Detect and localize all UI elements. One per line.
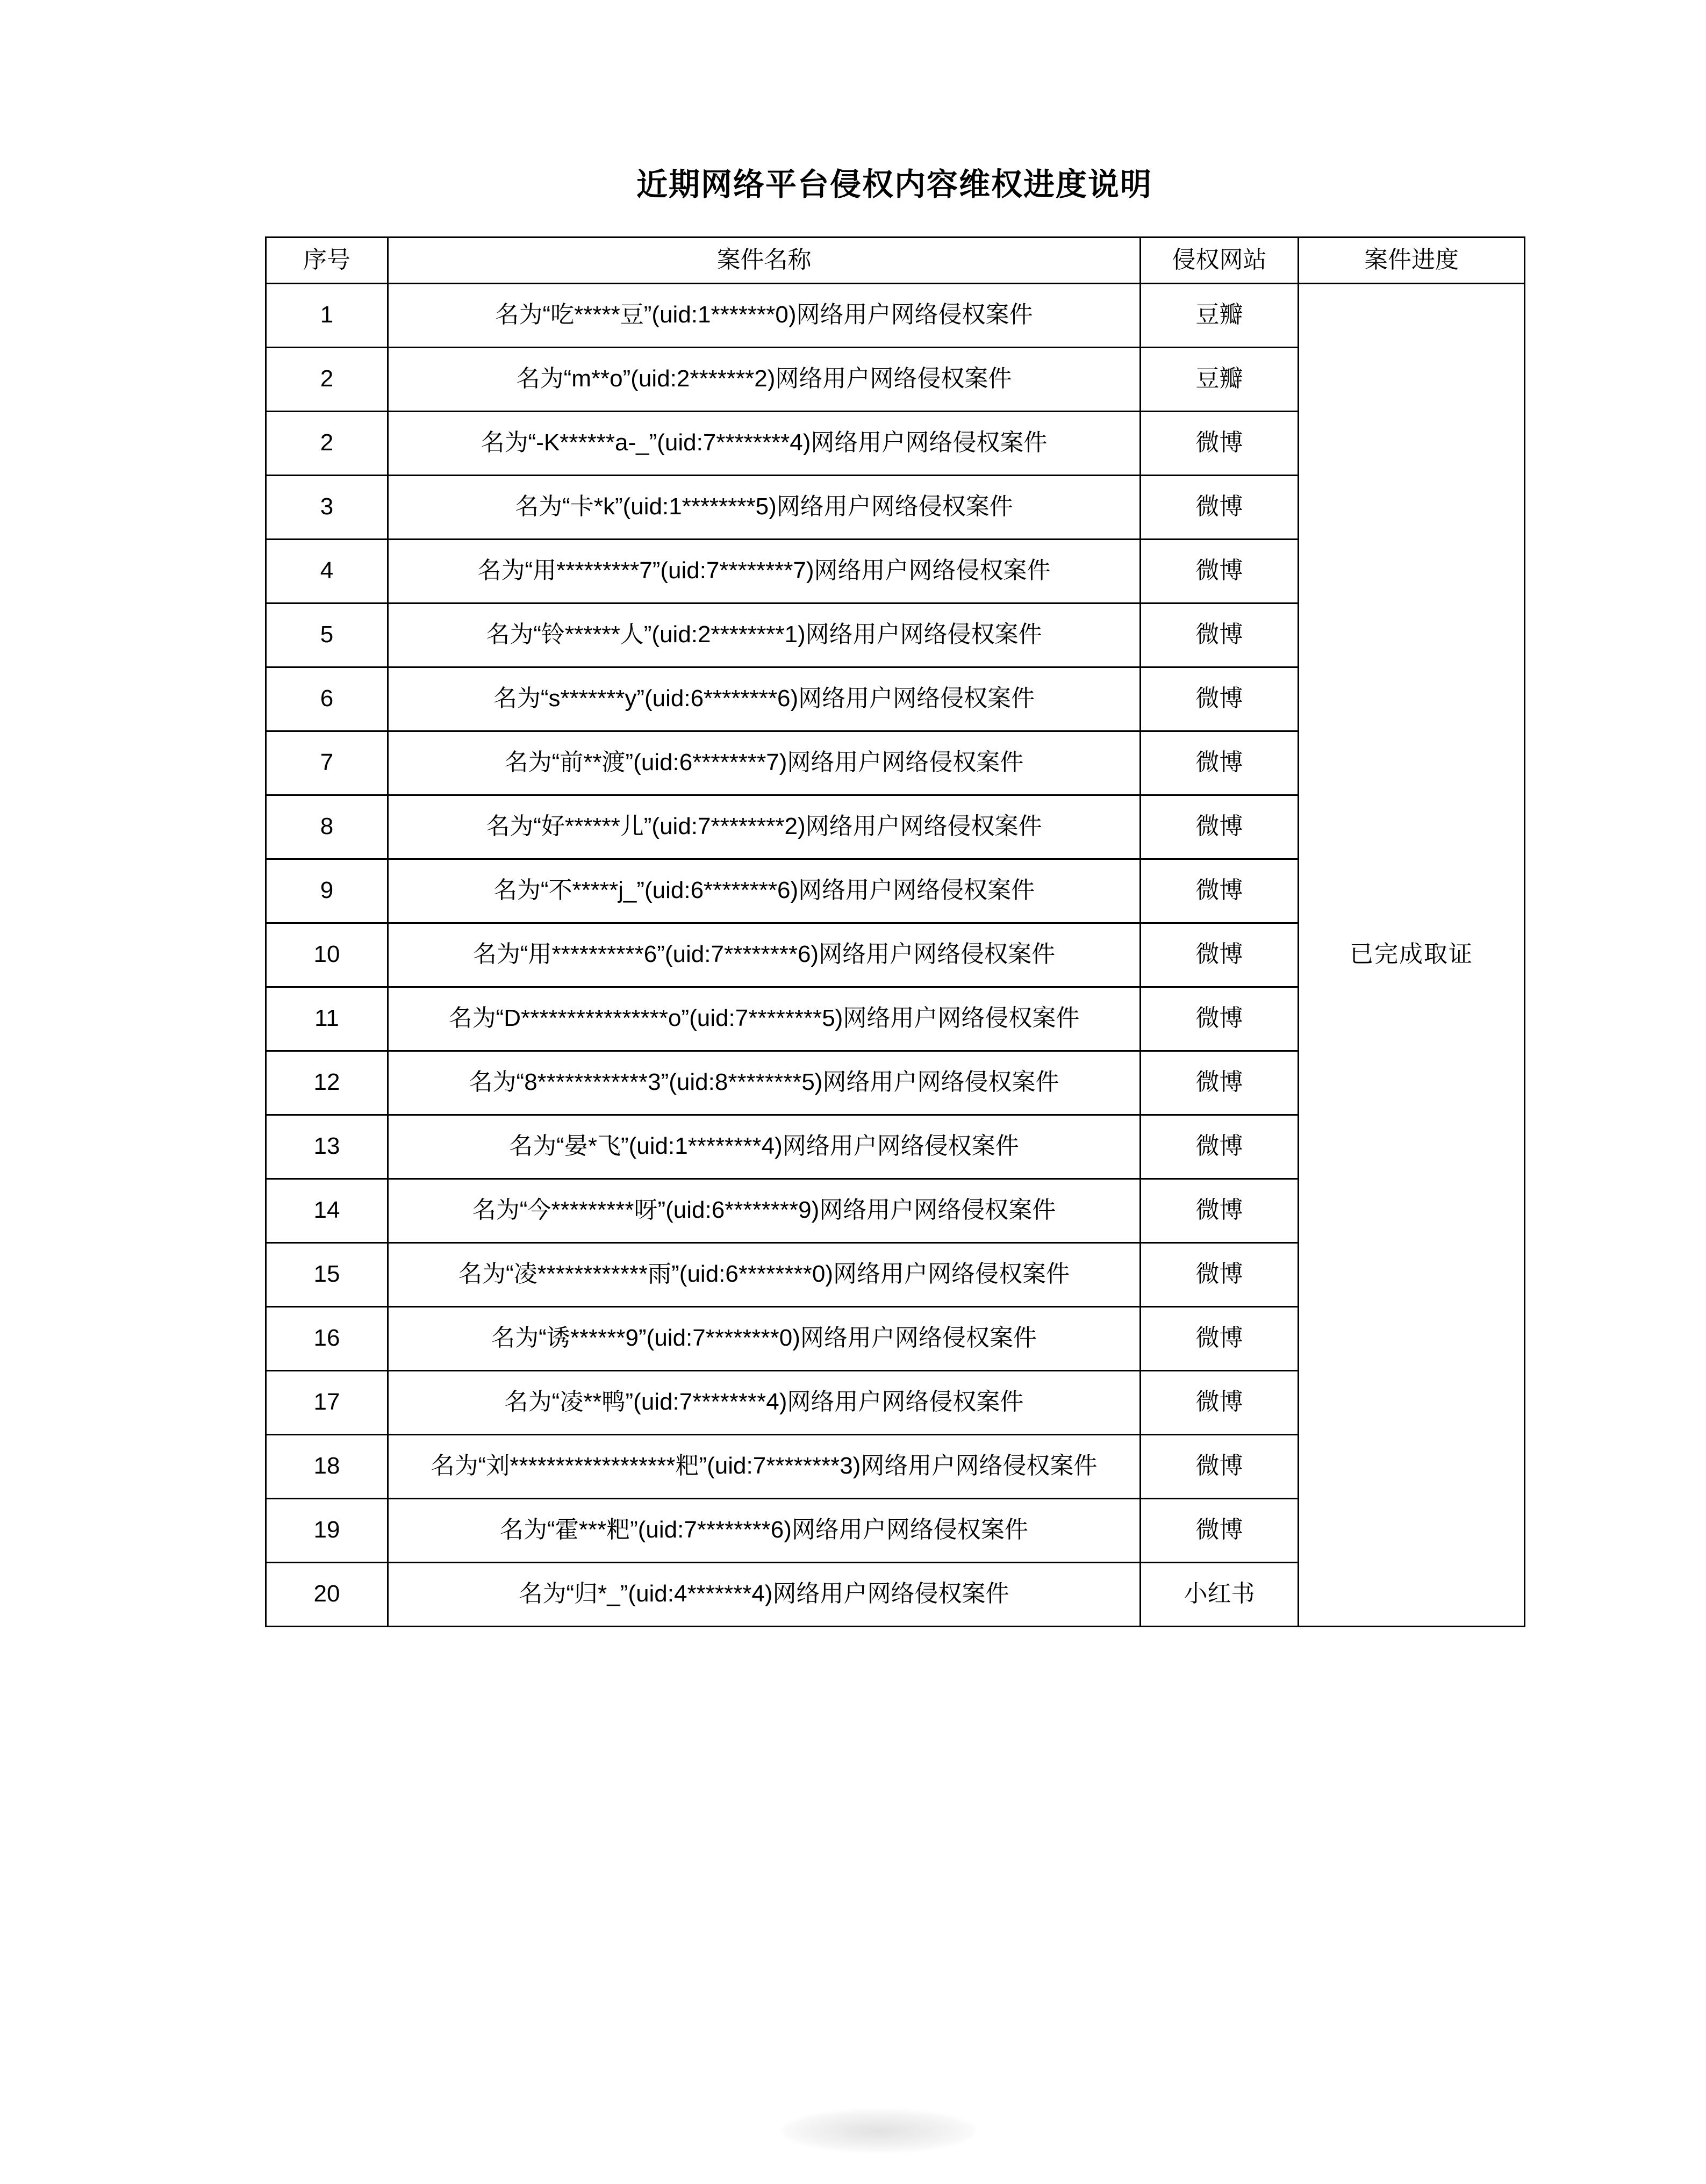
case-name: 名为“8************3”(uid:8********5)网络用户网络侵权案件: [388, 1051, 1141, 1115]
infringing-site: 微博: [1141, 1179, 1299, 1242]
case-name: 名为“不*****j_”(uid:6********6)网络用户网络侵权案件: [388, 859, 1141, 923]
case-number: 10: [266, 923, 388, 987]
case-name: 名为“霍***粑”(uid:7********6)网络用户网络侵权案件: [388, 1498, 1141, 1562]
col-header-site: 侵权网站: [1141, 238, 1299, 284]
cases-table: [265, 236, 1525, 1627]
case-number: 1: [266, 283, 388, 347]
case-number: 19: [266, 1498, 388, 1562]
case-number: 18: [266, 1434, 388, 1498]
infringing-site: 微博: [1141, 1115, 1299, 1179]
col-header-progress: 案件进度: [1299, 238, 1525, 284]
header-row: [266, 238, 1525, 284]
page-title: 近期网络平台侵权内容维权进度说明: [636, 167, 1152, 202]
case-name: 名为“诱******9”(uid:7********0)网络用户网络侵权案件: [388, 1306, 1141, 1370]
case-name: 名为“前**渡”(uid:6********7)网络用户网络侵权案件: [388, 731, 1141, 795]
infringing-site: 微博: [1141, 539, 1299, 603]
case-number: 16: [266, 1306, 388, 1370]
watermark: [782, 2109, 976, 2152]
case-name: 名为“m**o”(uid:2*******2)网络用户网络侵权案件: [388, 347, 1141, 411]
infringing-site: 微博: [1141, 923, 1299, 987]
table-body: [266, 283, 1525, 1626]
infringing-site: 微博: [1141, 603, 1299, 667]
infringing-site: 豆瓣: [1141, 347, 1299, 411]
infringing-site: 微博: [1141, 411, 1299, 475]
case-number: 15: [266, 1242, 388, 1306]
infringing-site: 微博: [1141, 1051, 1299, 1115]
infringing-site: 微博: [1141, 859, 1299, 923]
case-number: 2: [266, 411, 388, 475]
col-header-case-name: 案件名称: [388, 238, 1141, 284]
case-number: 4: [266, 539, 388, 603]
infringing-site: 微博: [1141, 1434, 1299, 1498]
case-name: 名为“吃*****豆”(uid:1*******0)网络用户网络侵权案件: [388, 283, 1141, 347]
infringing-site: 微博: [1141, 795, 1299, 859]
case-name: 名为“用*********7”(uid:7********7)网络用户网络侵权案件: [388, 539, 1141, 603]
case-number: 11: [266, 987, 388, 1051]
case-number: 2: [266, 347, 388, 411]
case-name: 名为“铃******人”(uid:2********1)网络用户网络侵权案件: [388, 603, 1141, 667]
case-number: 7: [266, 731, 388, 795]
case-number: 12: [266, 1051, 388, 1115]
case-name: 名为“D****************o”(uid:7********5)网络用户网络侵权案件: [388, 987, 1141, 1051]
case-name: 名为“今*********呀”(uid:6********9)网络用户网络侵权案件: [388, 1179, 1141, 1242]
case-name: 名为“用**********6”(uid:7********6)网络用户网络侵权案件: [388, 923, 1141, 987]
infringing-site: 微博: [1141, 1498, 1299, 1562]
case-number: 5: [266, 603, 388, 667]
infringing-site: 微博: [1141, 987, 1299, 1051]
case-progress: 已完成取证: [1299, 283, 1525, 1626]
case-name: 名为“s*******y”(uid:6********6)网络用户网络侵权案件: [388, 667, 1141, 731]
table-row: [266, 283, 1525, 347]
case-name: 名为“凌************雨”(uid:6********0)网络用户网络侵权案件: [388, 1242, 1141, 1306]
case-name: 名为“归*_”(uid:4*******4)网络用户网络侵权案件: [388, 1562, 1141, 1626]
infringing-site: 微博: [1141, 475, 1299, 539]
case-name: 名为“-K******a-_”(uid:7********4)网络用户网络侵权案件: [388, 411, 1141, 475]
case-number: 9: [266, 859, 388, 923]
case-number: 14: [266, 1179, 388, 1242]
case-name: 名为“卡*k”(uid:1********5)网络用户网络侵权案件: [388, 475, 1141, 539]
case-number: 3: [266, 475, 388, 539]
infringing-site: 微博: [1141, 667, 1299, 731]
infringing-site: 微博: [1141, 1370, 1299, 1434]
col-header-no: 序号: [266, 238, 388, 284]
case-name: 名为“凌**鸭”(uid:7********4)网络用户网络侵权案件: [388, 1370, 1141, 1434]
infringing-site: 豆瓣: [1141, 283, 1299, 347]
infringing-site: 微博: [1141, 731, 1299, 795]
infringing-site: 微博: [1141, 1306, 1299, 1370]
case-number: 20: [266, 1562, 388, 1626]
case-number: 6: [266, 667, 388, 731]
case-number: 17: [266, 1370, 388, 1434]
case-number: 13: [266, 1115, 388, 1179]
case-number: 8: [266, 795, 388, 859]
case-name: 名为“刘******************粑”(uid:7********3)网络用户网络侵权案件: [388, 1434, 1141, 1498]
infringing-site: 小红书: [1141, 1562, 1299, 1626]
infringing-site: 微博: [1141, 1242, 1299, 1306]
case-name: 名为“晏*飞”(uid:1********4)网络用户网络侵权案件: [388, 1115, 1141, 1179]
case-name: 名为“好******儿”(uid:7********2)网络用户网络侵权案件: [388, 795, 1141, 859]
